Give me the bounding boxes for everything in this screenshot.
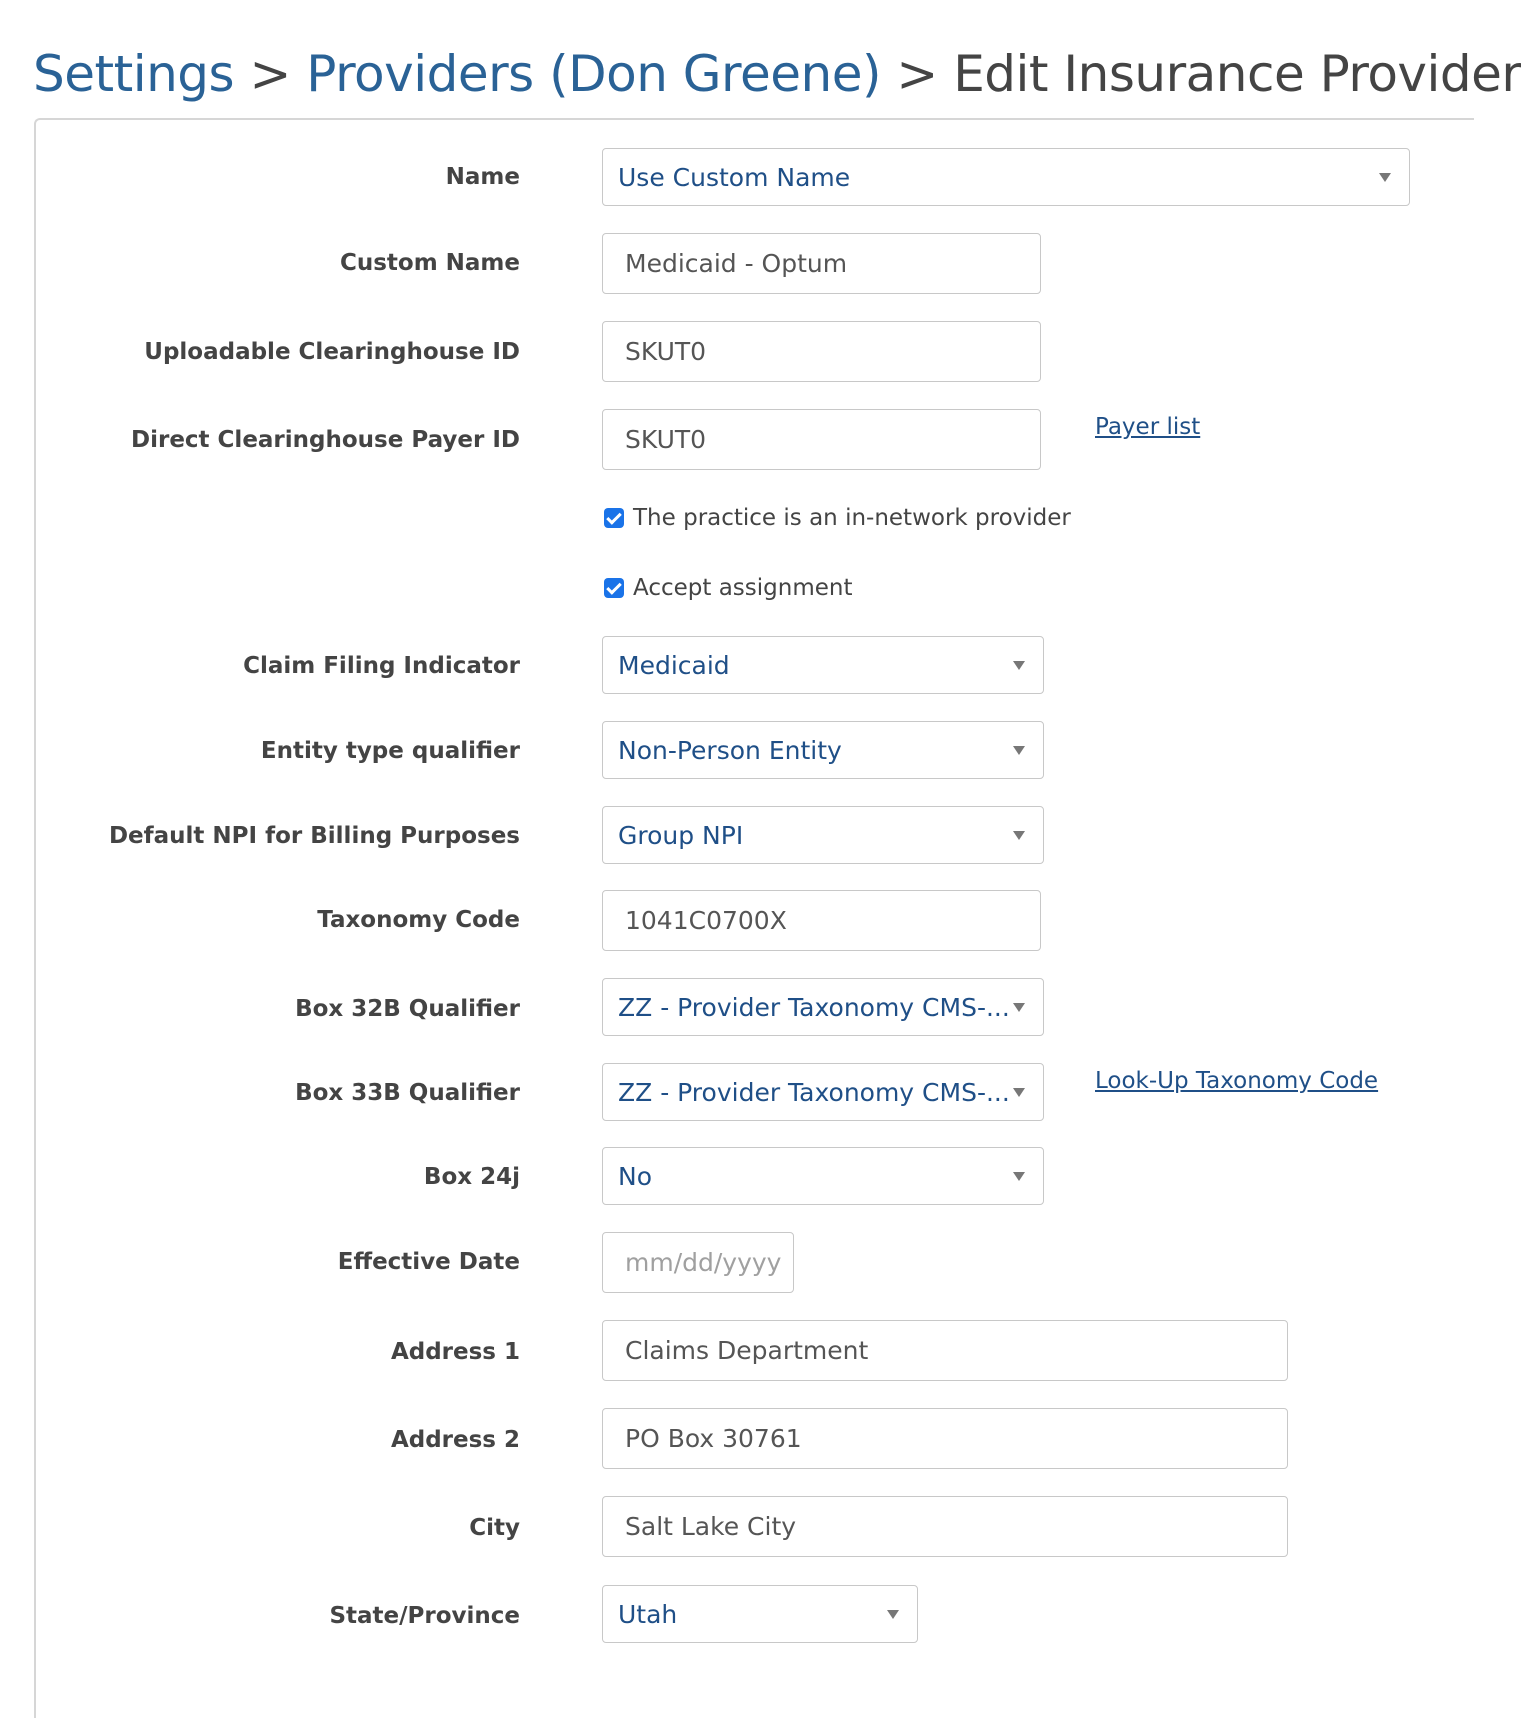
address-2-label: Address 2: [390, 1427, 520, 1453]
effective-date-label: Effective Date: [337, 1249, 520, 1275]
box-33b-qualifier-value: ZZ - Provider Taxonomy CMS-...: [618, 1077, 1010, 1107]
in-network-checkbox[interactable]: [604, 508, 624, 528]
entity-type-qualifier-label: Entity type qualifier: [260, 738, 520, 764]
name-select-value: Use Custom Name: [618, 162, 851, 192]
default-npi-value: Group NPI: [618, 820, 744, 850]
chevron-down-icon: [1013, 1003, 1025, 1012]
box-24j-value: No: [618, 1161, 652, 1191]
direct-clearinghouse-payer-id-label: Direct Clearinghouse Payer ID: [131, 427, 520, 453]
chevron-down-icon: [887, 1610, 899, 1619]
uploadable-clearinghouse-id-input[interactable]: SKUT0: [602, 321, 1041, 382]
chevron-down-icon: [1013, 661, 1025, 670]
box-32b-qualifier-select[interactable]: [602, 978, 1044, 1036]
state-province-value: Utah: [618, 1599, 678, 1629]
breadcrumb-providers-link[interactable]: Providers (Don Greene): [306, 45, 881, 103]
uploadable-clearinghouse-id-label: Uploadable Clearinghouse ID: [144, 339, 520, 365]
name-label: Name: [445, 164, 520, 190]
claim-filing-indicator-select[interactable]: [602, 636, 1044, 694]
city-input[interactable]: Salt Lake City: [602, 1496, 1288, 1557]
state-province-label: State/Province: [329, 1603, 520, 1629]
breadcrumb-separator: >: [896, 45, 938, 103]
accept-assignment-checkbox[interactable]: [604, 578, 624, 598]
address-1-label: Address 1: [390, 1339, 520, 1365]
effective-date-input[interactable]: mm/dd/yyyy: [602, 1232, 794, 1293]
address-2-input[interactable]: PO Box 30761: [602, 1408, 1288, 1469]
address-1-input[interactable]: Claims Department: [602, 1320, 1288, 1381]
entity-type-qualifier-value: Non-Person Entity: [618, 735, 842, 765]
look-up-taxonomy-code-link[interactable]: Look-Up Taxonomy Code: [1095, 1068, 1379, 1094]
state-province-select[interactable]: [602, 1585, 918, 1643]
breadcrumb: [33, 38, 1521, 110]
accept-assignment-label: Accept assignment: [633, 575, 853, 601]
breadcrumb-settings-link[interactable]: Settings: [33, 45, 235, 103]
entity-type-qualifier-select[interactable]: [602, 721, 1044, 779]
chevron-down-icon: [1013, 831, 1025, 840]
breadcrumb-separator: >: [249, 45, 291, 103]
taxonomy-code-input[interactable]: 1041C0700X: [602, 890, 1041, 951]
chevron-down-icon: [1013, 1172, 1025, 1181]
box-24j-label: Box 24j: [423, 1164, 520, 1190]
default-npi-label: Default NPI for Billing Purposes: [108, 823, 520, 849]
box-33b-qualifier-select[interactable]: [602, 1063, 1044, 1121]
direct-clearinghouse-payer-id-input[interactable]: SKUT0: [602, 409, 1041, 470]
in-network-label: The practice is an in-network provider: [633, 505, 1071, 531]
custom-name-label: Custom Name: [339, 250, 520, 276]
chevron-down-icon: [1013, 746, 1025, 755]
chevron-down-icon: [1379, 173, 1391, 182]
payer-list-link[interactable]: Payer list: [1095, 414, 1201, 440]
box-32b-qualifier-label: Box 32B Qualifier: [295, 996, 520, 1022]
default-npi-select[interactable]: [602, 806, 1044, 864]
chevron-down-icon: [1013, 1088, 1025, 1097]
name-select[interactable]: [602, 148, 1410, 206]
claim-filing-indicator-value: Medicaid: [618, 650, 730, 680]
claim-filing-indicator-label: Claim Filing Indicator: [243, 653, 520, 679]
custom-name-input[interactable]: Medicaid - Optum: [602, 233, 1041, 294]
taxonomy-code-label: Taxonomy Code: [317, 907, 520, 933]
in-network-checkbox-row: [604, 505, 1071, 531]
accept-assignment-checkbox-row: [604, 575, 852, 601]
city-label: City: [469, 1515, 520, 1541]
box-33b-qualifier-label: Box 33B Qualifier: [295, 1080, 520, 1106]
box-24j-select[interactable]: [602, 1147, 1044, 1205]
page-title: Edit Insurance Provider: [953, 45, 1521, 103]
box-32b-qualifier-value: ZZ - Provider Taxonomy CMS-...: [618, 992, 1010, 1022]
